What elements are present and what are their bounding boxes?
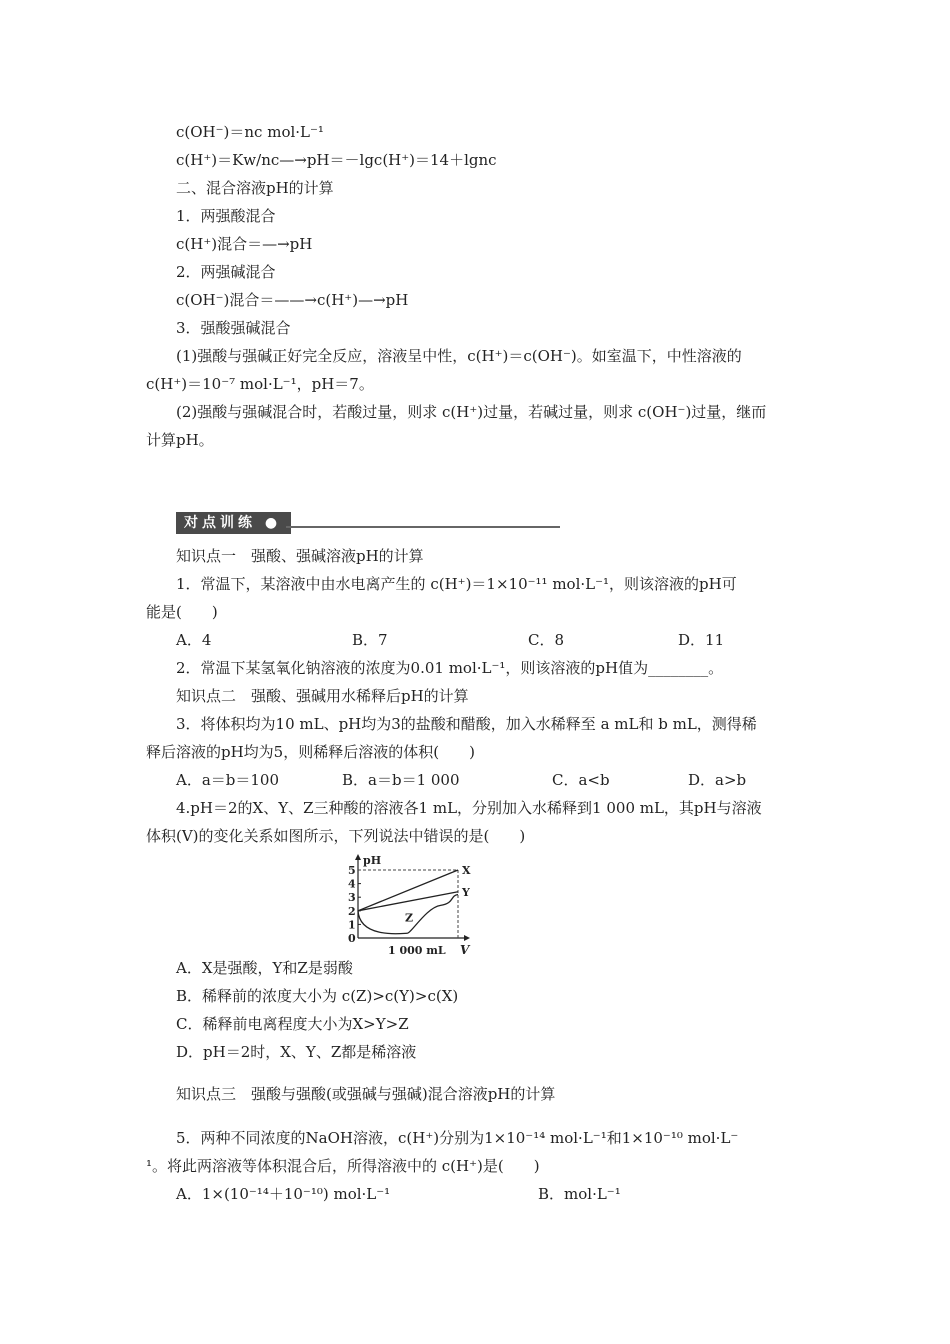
knowledge-point-1-title: 知识点一 强酸、强碱溶液pH的计算 (176, 547, 424, 565)
q4-option-c: C．稀释前电离程度大小为X>Y>Z (176, 1015, 409, 1033)
header-rule (286, 526, 560, 528)
sub1-formula: c(H⁺)混合＝—→pH (176, 235, 313, 253)
q1-option-b: B．7 (352, 631, 388, 649)
oh-concentration-line: c(OH⁻)＝nc mol·L⁻¹ (176, 123, 324, 141)
y-tick-label-2: 2 (348, 904, 356, 918)
question-5-line1: 5．两种不同浓度的NaOH溶液，c(H⁺)分别为1×10⁻¹⁴ mol·L⁻¹和1×10⁻¹⁰ mol·L⁻ (176, 1129, 739, 1147)
y-tick-label-1: 1 (348, 918, 356, 932)
series-y-line (358, 892, 458, 911)
q5-option-b: B．mol·L⁻¹ (538, 1185, 621, 1203)
y-tick-label-5: 5 (348, 864, 356, 877)
sub1-title: 1．两强酸混合 (176, 207, 276, 225)
sub3-paragraph2-line1: (2)强酸与强碱混合时，若酸过量，则求 c(H⁺)过量，若碱过量，则求 c(OH⁻)过量，继而 (176, 403, 767, 421)
knowledge-point-3-title: 知识点三 强酸与强酸(或强碱与强碱)混合溶液pH的计算 (176, 1085, 556, 1103)
y-tick-label-3: 3 (348, 891, 356, 905)
q1-option-d: D．11 (678, 631, 725, 649)
x-tick-label-1000ml: 1 000 mL (388, 944, 446, 957)
series-x-label: X (462, 864, 471, 877)
sub2-title: 2．两强碱混合 (176, 263, 276, 281)
x-axis-arrow (464, 935, 470, 941)
question-4-line1: 4.pH＝2的X、Y、Z三种酸的溶液各1 mL，分别加入水稀释到1 000 mL，其pH与溶液 (176, 799, 762, 817)
ph-dilution-chart (338, 852, 488, 960)
sub3-paragraph1-line2: c(H⁺)＝10⁻⁷ mol·L⁻¹，pH＝7。 (146, 375, 374, 393)
y-axis-label: pH (363, 854, 382, 867)
question-1-line1: 1．常温下，某溶液中由水电离产生的 c(H⁺)＝1×10⁻¹¹ mol·L⁻¹，则该溶液的pH可 (176, 575, 737, 593)
q3-option-a: A．a＝b＝100 (176, 771, 280, 789)
knowledge-point-2-title: 知识点二 强酸、强碱用水稀释后pH的计算 (176, 687, 469, 705)
x-axis-label: V (460, 943, 470, 957)
question-3-line1: 3．将体积均为10 mL、pH均为3的盐酸和醋酸，加入水稀释至 a mL和 b mL，测得稀 (176, 715, 757, 733)
q3-option-d: D．a>b (688, 771, 747, 789)
q1-option-a: A．4 (176, 631, 212, 649)
sub2-formula: c(OH⁻)混合＝——→c(H⁺)—→pH (176, 291, 409, 309)
section2-title: 二、混合溶液pH的计算 (176, 179, 334, 197)
y-axis-arrow (355, 854, 361, 860)
h-concentration-line: c(H⁺)＝Kw/nc—→pH＝－lgc(H⁺)＝14＋lgnc (176, 151, 497, 169)
q3-option-c: C．a<b (552, 771, 610, 789)
q1-option-c: C．8 (528, 631, 565, 649)
question-4-line2: 体积(V)的变化关系如图所示，下列说法中错误的是( ) (146, 827, 526, 845)
q4-option-b: B．稀释前的浓度大小为 c(Z)>c(Y)>c(X) (176, 987, 459, 1005)
sub3-paragraph1-line1: (1)强酸与强碱正好完全反应，溶液呈中性，c(H⁺)＝c(OH⁻)。如室温下，中性溶液的 (176, 347, 742, 365)
training-header-label: 对点训练 ● (176, 512, 291, 534)
q3-option-b: B．a＝b＝1 000 (342, 771, 460, 789)
q4-option-d: D．pH＝2时，X、Y、Z都是稀溶液 (176, 1043, 417, 1061)
sub3-title: 3．强酸强碱混合 (176, 319, 291, 337)
question-3-line2: 释后溶液的pH均为5，则稀释后溶液的体积( ) (146, 743, 475, 761)
question-2-line1: 2．常温下某氢氧化钠溶液的浓度为0.01 mol·L⁻¹，则该溶液的pH值为________。 (176, 659, 724, 677)
q5-option-a: A．1×(10⁻¹⁴＋10⁻¹⁰) mol·L⁻¹ (176, 1185, 391, 1203)
series-y-label: Y (462, 885, 470, 899)
q4-option-a: A．X是强酸，Y和Z是弱酸 (176, 959, 353, 977)
y-tick-label-0: 0 (348, 932, 356, 945)
y-tick-label-4: 4 (348, 877, 356, 891)
training-section-header (176, 512, 560, 536)
question-5-line2: ¹。将此两溶液等体积混合后，所得溶液中的 c(H⁺)是( ) (146, 1157, 540, 1175)
series-z-label: Z (405, 911, 414, 925)
question-1-line2: 能是( ) (146, 603, 218, 621)
sub3-paragraph2-line2: 计算pH。 (146, 431, 214, 449)
